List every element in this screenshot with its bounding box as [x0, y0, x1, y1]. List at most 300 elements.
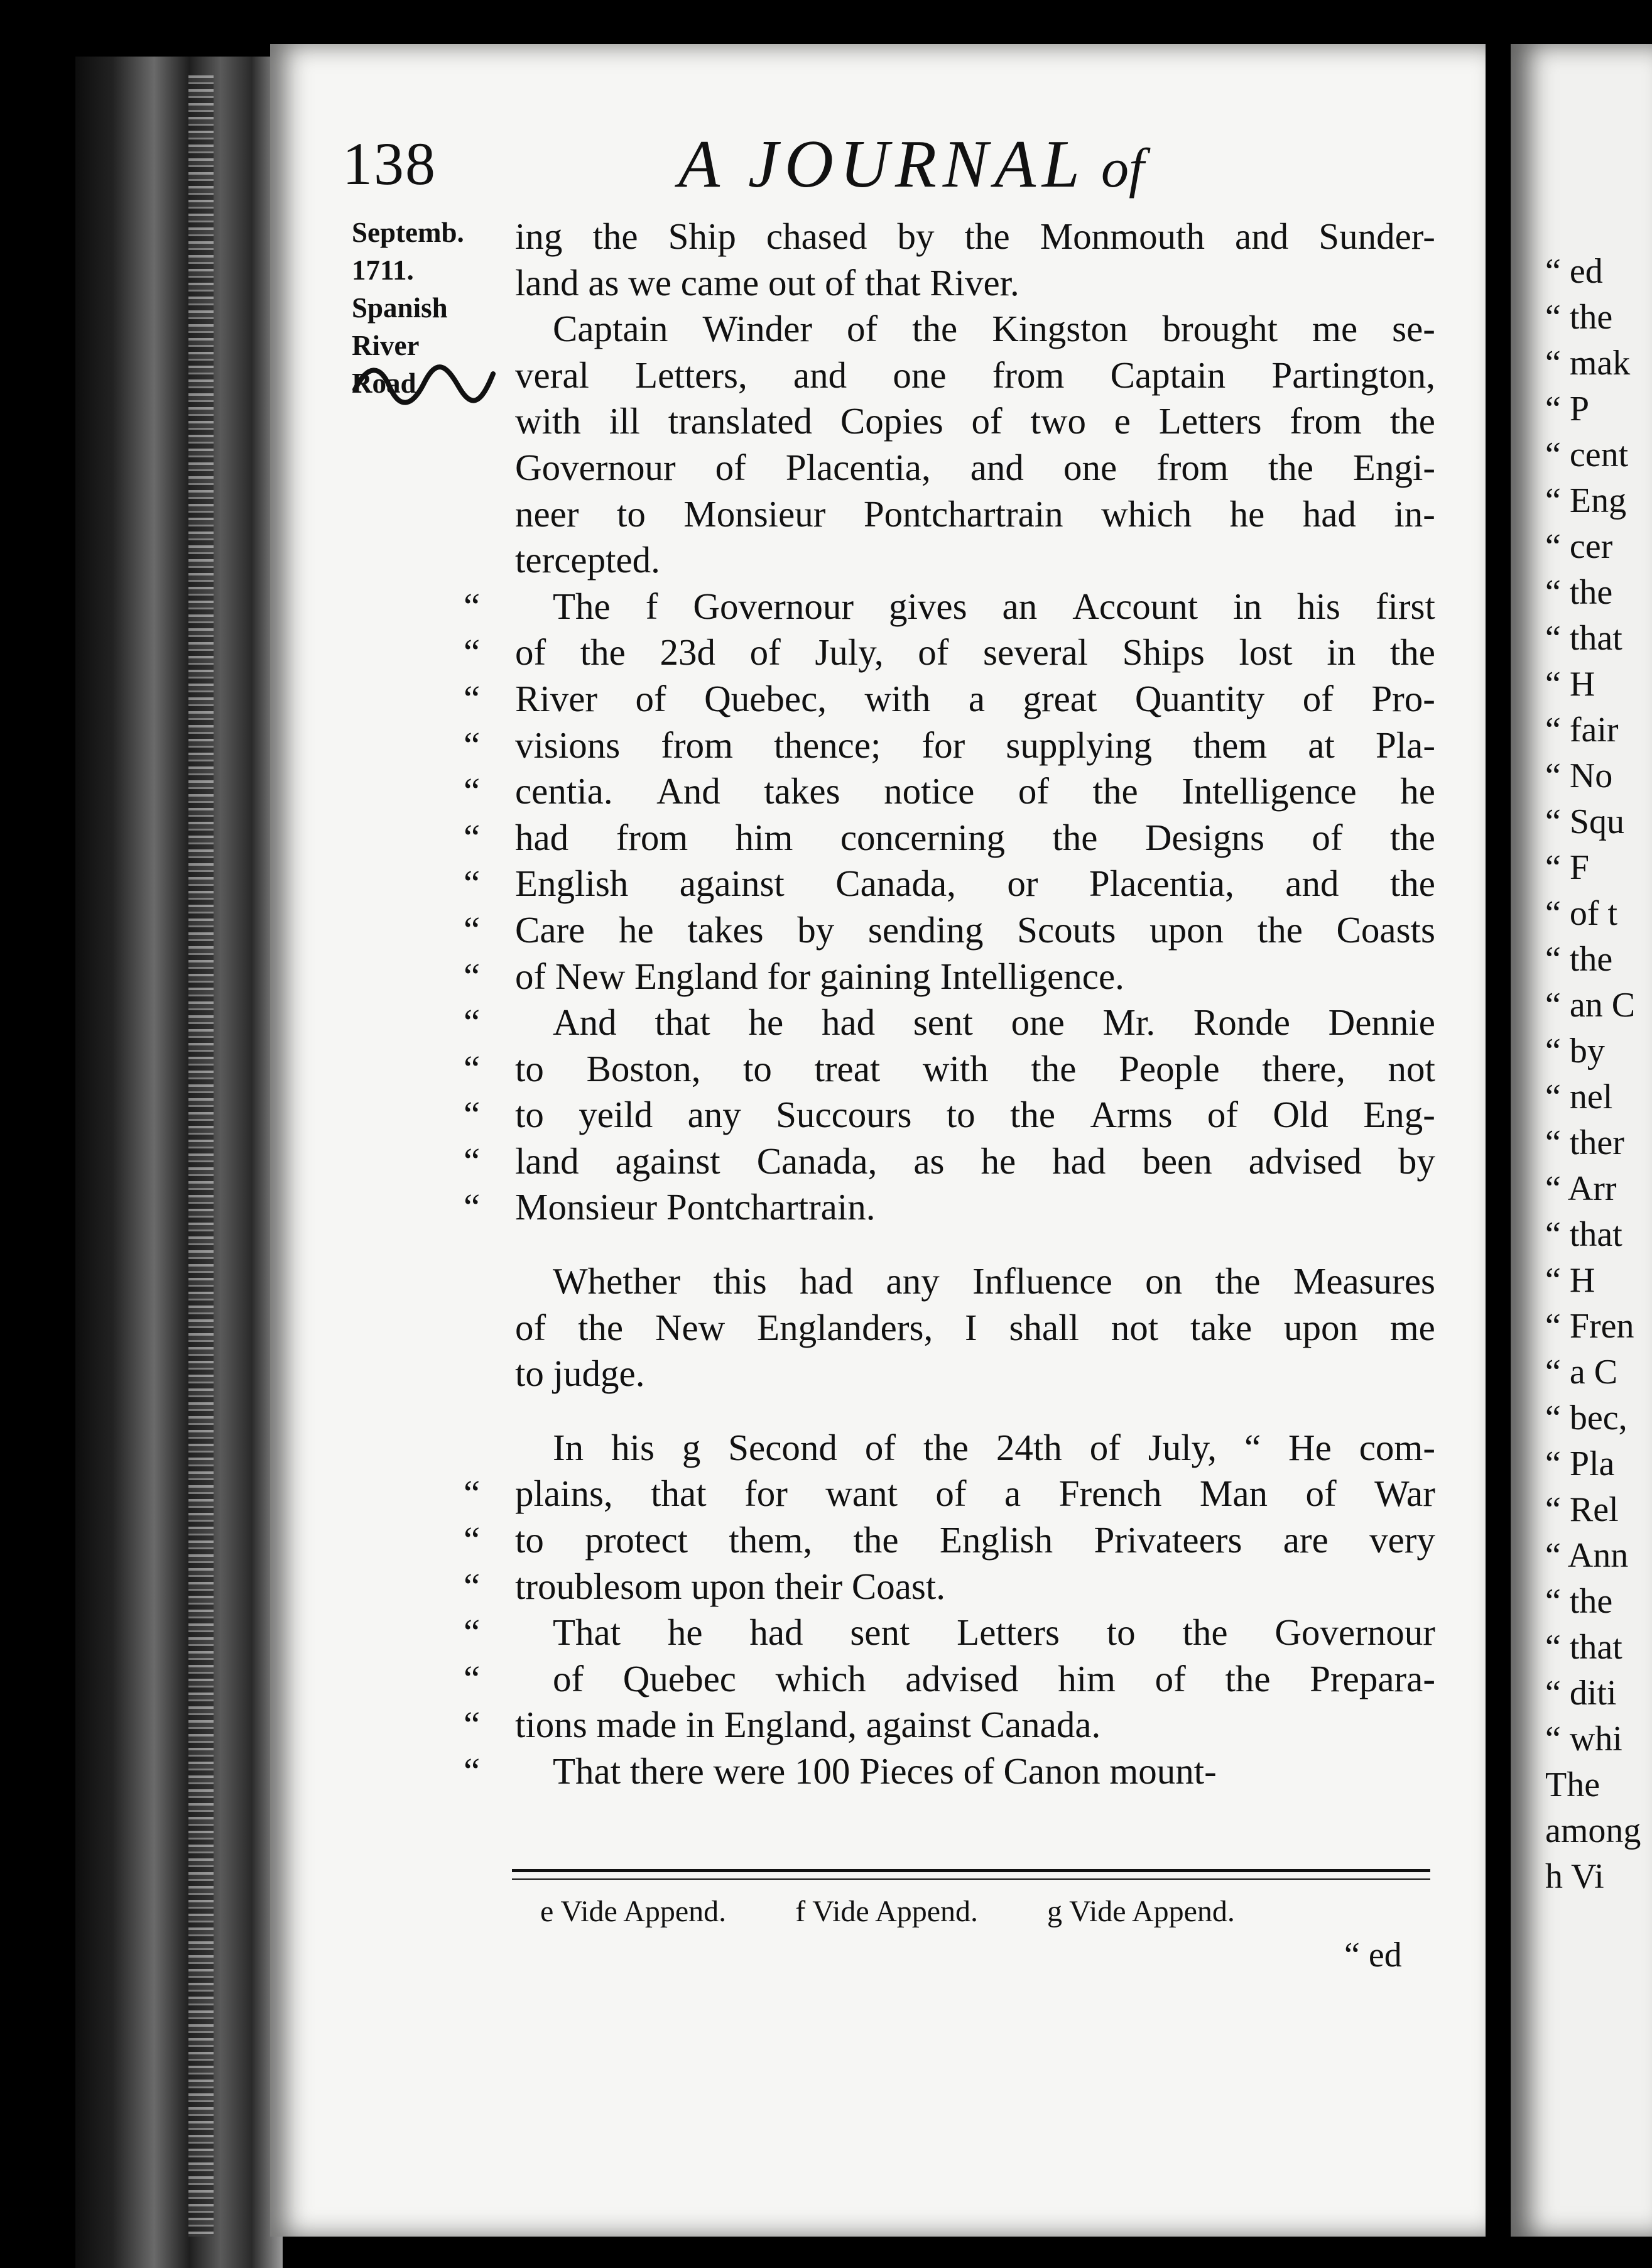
- word: that: [651, 1473, 707, 1515]
- quote-mark: “: [464, 677, 481, 719]
- quote-mark: “: [464, 1750, 481, 1792]
- right-page-line: “ F: [1545, 848, 1589, 887]
- word: of: [918, 631, 949, 673]
- footnote-rule: [512, 1869, 1430, 1872]
- word: neer: [515, 493, 579, 535]
- word: and: [1285, 863, 1339, 905]
- right-page-line: “ Pla: [1545, 1444, 1615, 1483]
- quote-mark: “: [464, 1047, 481, 1089]
- right-page-line: among: [1545, 1811, 1641, 1850]
- word: had: [749, 1611, 803, 1654]
- word: The: [553, 585, 611, 627]
- word: visions: [515, 724, 621, 766]
- word: the: [1182, 1611, 1228, 1654]
- word: yeild: [579, 1094, 653, 1136]
- right-page-line: “ fair: [1545, 711, 1619, 750]
- word: In: [553, 1426, 584, 1468]
- running-title-of: of: [1100, 138, 1144, 199]
- word: from: [661, 724, 733, 766]
- word: Placentia,: [1089, 863, 1234, 905]
- word: the: [580, 631, 626, 673]
- line-text: tions made in England, against Canada.: [515, 1704, 1101, 1746]
- text-line: [464, 1138, 1435, 1185]
- word: Quebec: [622, 1657, 736, 1699]
- word: River: [515, 677, 598, 719]
- word: Succours: [776, 1094, 912, 1136]
- main-text: [464, 214, 1435, 1795]
- text-line: [464, 584, 1435, 630]
- word: Whether: [553, 1260, 681, 1302]
- word: And: [656, 770, 720, 812]
- word: of: [749, 631, 781, 673]
- text-line: [515, 214, 1435, 260]
- word: brought: [1162, 308, 1278, 350]
- word: the: [912, 308, 958, 350]
- word: which: [1101, 493, 1192, 535]
- word: take: [1190, 1306, 1253, 1348]
- word: Monmouth: [1040, 215, 1205, 257]
- word: se-: [1392, 308, 1435, 350]
- right-page-line: “ an C: [1545, 986, 1636, 1025]
- right-page-line: “ Fren: [1545, 1307, 1634, 1346]
- page-number: 138: [342, 130, 437, 197]
- word: as: [913, 1140, 945, 1182]
- word: notice: [884, 770, 975, 812]
- word: from: [992, 354, 1065, 396]
- word: them: [1193, 724, 1268, 766]
- word: of: [1207, 1094, 1239, 1136]
- word: a: [1004, 1473, 1021, 1515]
- wave-ornament-icon: [352, 361, 496, 405]
- footnote-e: e Vide Append.: [540, 1895, 727, 1928]
- text-line: [515, 537, 1435, 584]
- word: and: [970, 446, 1024, 488]
- word: by: [897, 215, 935, 257]
- line-text: Monsieur Pontchartrain.: [515, 1186, 876, 1228]
- line-text: troublesom upon their Coast.: [515, 1565, 945, 1607]
- text-line: [515, 260, 1435, 307]
- word: concerning: [840, 816, 1005, 858]
- word: he: [748, 1001, 784, 1044]
- word: Winder: [702, 308, 813, 350]
- word: his: [1297, 585, 1340, 627]
- word: Pontchartrain: [863, 493, 1063, 535]
- word: to: [515, 1047, 544, 1089]
- line-text: That there were 100 Pieces of Canon mount-: [553, 1750, 1217, 1792]
- word: the: [1052, 816, 1098, 858]
- word: to: [616, 493, 646, 535]
- word: I: [965, 1306, 977, 1348]
- text-line: [464, 1610, 1435, 1656]
- book-spine-shadow: [75, 57, 283, 2268]
- word: Measures: [1293, 1260, 1435, 1302]
- right-page-line: “ ther: [1545, 1123, 1624, 1162]
- word: a: [968, 677, 986, 719]
- quote-mark: “: [464, 1094, 481, 1136]
- word: him: [1058, 1657, 1116, 1699]
- right-page-line: “ a C: [1545, 1353, 1618, 1392]
- word: he: [981, 1140, 1016, 1182]
- word: He: [1288, 1426, 1332, 1468]
- right-page-line: “ by: [1545, 1032, 1605, 1071]
- word: from: [1156, 446, 1229, 488]
- text-line: [515, 1425, 1435, 1471]
- word: in: [1233, 585, 1262, 627]
- word: them,: [729, 1519, 813, 1561]
- quote-mark: “: [464, 955, 481, 997]
- right-page-line: “ the: [1545, 940, 1613, 979]
- word: for: [744, 1473, 788, 1515]
- quote-mark: “: [464, 1186, 481, 1228]
- word: Pro-: [1371, 677, 1435, 719]
- word: had: [1052, 1140, 1106, 1182]
- word: centia.: [515, 770, 613, 812]
- word: had: [800, 1260, 854, 1302]
- right-page-line: “ Ann: [1545, 1536, 1629, 1575]
- word: English: [515, 863, 629, 905]
- quote-mark: “: [464, 1611, 481, 1654]
- word: Kingston: [992, 308, 1128, 350]
- word: the: [1389, 400, 1435, 442]
- word: Account: [1072, 585, 1198, 627]
- word: which: [775, 1657, 866, 1699]
- word: Englanders,: [757, 1306, 933, 1348]
- right-page-line: “ that: [1545, 1628, 1622, 1667]
- word: very: [1369, 1519, 1435, 1561]
- quote-mark: “: [464, 631, 481, 673]
- word: in-: [1394, 493, 1435, 535]
- footnote-rule-thin: [512, 1878, 1430, 1880]
- word: one: [893, 354, 947, 396]
- word: Quebec,: [704, 677, 827, 719]
- word: land: [515, 1140, 579, 1182]
- text-line: [464, 1046, 1435, 1093]
- word: two: [1030, 400, 1086, 442]
- word: to: [946, 1094, 975, 1136]
- word: upon: [1283, 1306, 1358, 1348]
- word: and: [793, 354, 847, 396]
- word: Governour: [1274, 1611, 1435, 1654]
- word: Canada,: [835, 863, 956, 905]
- word: English: [939, 1519, 1053, 1561]
- word: with: [922, 1047, 989, 1089]
- word: against: [679, 863, 785, 905]
- word: veral: [515, 354, 589, 396]
- quote-mark: “: [464, 1473, 481, 1515]
- word: of: [553, 1657, 584, 1699]
- word: the: [853, 1519, 899, 1561]
- word: his: [611, 1426, 655, 1468]
- right-page-line: “ Rel: [1545, 1490, 1619, 1529]
- word: or: [1007, 863, 1038, 905]
- catchword: “ ed: [1344, 1936, 1402, 1975]
- word: shall: [1009, 1306, 1079, 1348]
- text-line: [464, 1748, 1435, 1795]
- word: by: [797, 908, 835, 951]
- right-page-line: “ No: [1545, 756, 1613, 795]
- paragraph-gap: [515, 1231, 1435, 1258]
- word: Letters: [957, 1611, 1060, 1654]
- word: Captain: [1110, 354, 1226, 396]
- word: Intelligence: [1182, 770, 1357, 812]
- word: the: [1092, 770, 1138, 812]
- right-page-line: “ the: [1545, 573, 1613, 612]
- running-title-main: A JOURNAL: [678, 127, 1086, 202]
- word: with: [864, 677, 931, 719]
- word: that: [655, 1001, 710, 1044]
- word: Mr.: [1102, 1001, 1156, 1044]
- word: of: [847, 308, 878, 350]
- word: on: [1145, 1260, 1183, 1302]
- quote-mark: “: [464, 863, 481, 905]
- word: of: [1305, 1473, 1337, 1515]
- word: of: [635, 677, 666, 719]
- right-page-line: “ cer: [1545, 527, 1613, 566]
- word: he: [1229, 493, 1265, 535]
- word: advised: [1248, 1140, 1362, 1182]
- text-line: [515, 445, 1435, 491]
- word: of: [1312, 816, 1343, 858]
- word: gives: [888, 585, 967, 627]
- footnote-g: g Vide Append.: [1047, 1895, 1235, 1928]
- word: upon: [1149, 908, 1224, 951]
- text-line: [515, 306, 1435, 352]
- word: to: [515, 1094, 544, 1136]
- word: translated: [668, 400, 813, 442]
- right-page-fragment: [1511, 44, 1652, 2237]
- word: of: [935, 1473, 967, 1515]
- margin-note-line: 1711.: [352, 254, 414, 286]
- word: Placentia,: [785, 446, 931, 488]
- text-line: [464, 1471, 1435, 1517]
- right-page-line: “ H: [1545, 665, 1595, 704]
- word: at: [1308, 724, 1335, 766]
- word: Engi-: [1352, 446, 1435, 488]
- word: been: [1142, 1140, 1212, 1182]
- quote-mark: “: [464, 1001, 481, 1044]
- word: to: [515, 1519, 544, 1561]
- quote-mark: “: [464, 1704, 481, 1746]
- footnotes: [540, 1894, 1235, 1929]
- word: had: [821, 1001, 876, 1044]
- right-page-line: “ that: [1545, 1215, 1622, 1254]
- quote-mark: “: [464, 770, 481, 812]
- running-title: [678, 126, 1144, 204]
- word: Copies: [840, 400, 943, 442]
- word: great: [1023, 677, 1097, 719]
- word: Prepara-: [1310, 1657, 1435, 1699]
- paragraph-gap: [515, 1397, 1435, 1425]
- text-line: [515, 491, 1435, 538]
- footnote-f: f Vide Append.: [795, 1895, 979, 1928]
- right-page-line: “ diti: [1545, 1674, 1617, 1713]
- text-line: [464, 1656, 1435, 1703]
- text-line: [464, 722, 1435, 769]
- word: want: [825, 1473, 898, 1515]
- word: of: [1302, 677, 1334, 719]
- word: any: [687, 1094, 741, 1136]
- text-line: [464, 1702, 1435, 1748]
- right-page-line: “ H: [1545, 1261, 1595, 1300]
- word: Sunder-: [1318, 215, 1435, 257]
- margin-note-line: Road.: [352, 368, 423, 399]
- word: Eng-: [1363, 1094, 1435, 1136]
- word: “: [1244, 1426, 1261, 1468]
- word: any: [886, 1260, 940, 1302]
- word: sent: [913, 1001, 973, 1044]
- word: by: [1398, 1140, 1435, 1182]
- word: of: [515, 1306, 546, 1348]
- text-line: [464, 676, 1435, 722]
- word: the: [1215, 1260, 1261, 1302]
- word: he: [667, 1611, 703, 1654]
- right-page-line: “ Arr: [1545, 1169, 1617, 1208]
- word: com-: [1359, 1426, 1435, 1468]
- word: the: [1268, 446, 1313, 488]
- word: Ship: [668, 215, 736, 257]
- word: sent: [850, 1611, 910, 1654]
- word: the: [923, 1426, 969, 1468]
- quote-mark: “: [464, 724, 481, 766]
- word: e: [1114, 400, 1131, 442]
- word: g: [682, 1426, 701, 1468]
- word: plains,: [515, 1473, 613, 1515]
- word: there,: [1262, 1047, 1345, 1089]
- word: the: [592, 215, 638, 257]
- quote-mark: “: [464, 1140, 481, 1182]
- word: not: [1111, 1306, 1159, 1348]
- word: ill: [609, 400, 640, 442]
- quote-mark: “: [464, 908, 481, 951]
- text-line: [464, 954, 1435, 1000]
- right-page-line: “ bec,: [1545, 1398, 1628, 1437]
- text-line: [464, 907, 1435, 954]
- right-page-line: “ mak: [1545, 344, 1631, 383]
- word: War: [1374, 1473, 1435, 1515]
- word: treat: [814, 1047, 881, 1089]
- text-line: [464, 861, 1435, 907]
- word: f: [645, 585, 658, 627]
- word: thence;: [774, 724, 881, 766]
- right-page-line: “ P: [1545, 390, 1589, 428]
- word: Quantity: [1134, 677, 1265, 719]
- word: advised: [905, 1657, 1019, 1699]
- word: the: [1389, 631, 1435, 673]
- word: he: [1400, 770, 1435, 812]
- word: lost: [1239, 631, 1293, 673]
- word: French: [1058, 1473, 1162, 1515]
- word: July,: [1148, 1426, 1217, 1468]
- word: ing: [515, 215, 563, 257]
- word: Letters: [1158, 400, 1262, 442]
- word: first: [1375, 585, 1435, 627]
- quote-mark: “: [464, 1657, 481, 1699]
- right-page-line: “ nel: [1545, 1077, 1613, 1116]
- word: Coasts: [1336, 908, 1435, 951]
- word: this: [713, 1260, 767, 1302]
- text-line: [464, 815, 1435, 861]
- right-page-line: h Vi: [1545, 1857, 1604, 1896]
- word: the: [1010, 1094, 1056, 1136]
- word: for: [921, 724, 965, 766]
- word: 23d: [660, 631, 715, 673]
- word: Care: [515, 908, 585, 951]
- word: July,: [815, 631, 884, 673]
- word: supplying: [1006, 724, 1153, 766]
- text-line: [464, 1517, 1435, 1564]
- word: against: [615, 1140, 720, 1182]
- text-line: [515, 1351, 1435, 1397]
- word: with: [515, 400, 581, 442]
- word: the: [1389, 863, 1435, 905]
- right-page-line: “ cent: [1545, 435, 1629, 474]
- text-line: [515, 352, 1435, 399]
- word: sending: [867, 908, 984, 951]
- word: the: [1031, 1047, 1077, 1089]
- line-text: tercepted.: [515, 539, 660, 581]
- word: of: [1018, 770, 1050, 812]
- word: takes: [687, 908, 764, 951]
- word: Pla-: [1375, 724, 1435, 766]
- word: Governour: [693, 585, 854, 627]
- line-text: of New England for gaining Intelligence.: [515, 955, 1124, 997]
- word: the: [1225, 1657, 1271, 1699]
- word: to: [1106, 1611, 1136, 1654]
- word: Letters,: [635, 354, 747, 396]
- word: New: [655, 1306, 725, 1348]
- word: had: [515, 816, 569, 858]
- word: had: [1302, 493, 1356, 535]
- word: an: [1002, 585, 1038, 627]
- margin-note-line: Spanish: [352, 292, 448, 324]
- right-page-line: “ ed: [1545, 252, 1603, 291]
- word: Canada,: [756, 1140, 878, 1182]
- right-page-line: “ of t: [1545, 894, 1618, 933]
- word: Captain: [553, 308, 668, 350]
- word: and: [1235, 215, 1289, 257]
- right-page-line: “ the: [1545, 1582, 1613, 1621]
- word: takes: [764, 770, 840, 812]
- word: are: [1283, 1519, 1329, 1561]
- word: Designs: [1144, 816, 1264, 858]
- word: he: [619, 908, 654, 951]
- right-page-line: “ that: [1545, 619, 1622, 658]
- quote-mark: “: [464, 1565, 481, 1607]
- text-line: [515, 1305, 1435, 1351]
- margin-note-line: Septemb.: [352, 217, 464, 248]
- word: of: [515, 631, 546, 673]
- word: of: [1155, 1657, 1186, 1699]
- line-text: to judge.: [515, 1353, 645, 1395]
- text-line: [464, 1000, 1435, 1046]
- word: Old: [1273, 1094, 1329, 1136]
- word: the: [1389, 816, 1435, 858]
- word: protect: [585, 1519, 688, 1561]
- word: People: [1119, 1047, 1220, 1089]
- word: chased: [766, 215, 867, 257]
- quote-mark: “: [464, 585, 481, 627]
- word: not: [1388, 1047, 1435, 1089]
- word: That: [553, 1611, 621, 1654]
- right-page-line: “ Squ: [1545, 802, 1624, 841]
- quote-mark: “: [464, 1519, 481, 1561]
- word: Ships: [1122, 631, 1205, 673]
- text-line: [464, 1564, 1435, 1610]
- word: in: [1327, 631, 1356, 673]
- word: Partington,: [1271, 354, 1435, 396]
- word: Ronde: [1193, 1001, 1290, 1044]
- word: Dennie: [1328, 1001, 1435, 1044]
